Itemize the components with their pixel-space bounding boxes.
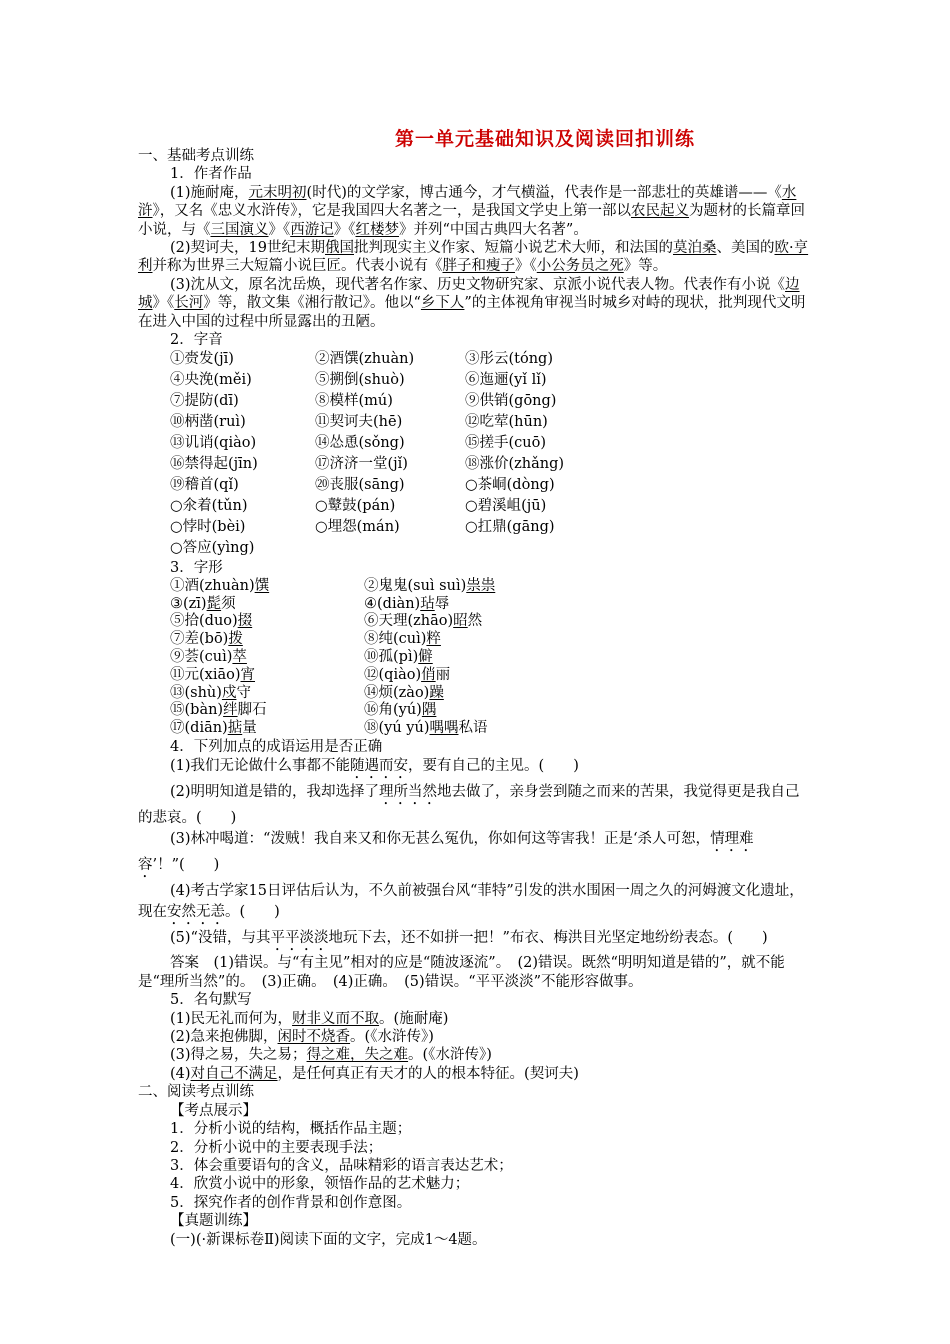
underlined-answer: 欧·亨利	[138, 240, 809, 275]
text-run: ③(zī)	[170, 595, 207, 612]
list-item: ○埋怨(mán)	[315, 519, 400, 536]
practice-heading: 【真题训练】	[170, 1213, 257, 1230]
text-run: (3)沈从文，原名沈岳焕，现代著名作家、历史文物研究家、京派小说代表人物。代表作有小说《	[170, 276, 786, 293]
text-run: ⑦差(bō)	[170, 631, 229, 648]
list-item: ③彤云(tóng)	[465, 351, 553, 368]
text-run: ⑮(bàn)	[170, 702, 224, 719]
text-run: ②鬼鬼(suì suì)	[364, 577, 467, 594]
underlined-answer: 元末明初	[248, 184, 307, 201]
text-run: ⑯角(yú)	[364, 702, 422, 719]
underlined-answer: 玷	[420, 595, 435, 612]
q3-heading: 3．字形	[170, 560, 223, 577]
q1-heading: 1．作者作品	[170, 166, 252, 183]
underlined-answer: 躁	[429, 684, 444, 701]
underlined-answer: 得之难，失之难	[306, 1047, 409, 1064]
list-item: ⑳丧服(sāng)	[315, 477, 405, 494]
q5-line-1	[138, 1010, 814, 1028]
text-run: ⑥天理(zhāo)	[364, 613, 454, 630]
underlined-answer: 胖子和瘦子	[442, 258, 515, 275]
dotted-idiom: 平平淡淡	[270, 930, 329, 947]
text-run: 。(《水浒传》)	[408, 1047, 492, 1064]
dotted-idiom: 理所当然	[379, 784, 438, 801]
list-item	[364, 685, 664, 703]
underlined-answer: 农民起义	[631, 203, 689, 220]
q5-line-3	[138, 1046, 814, 1064]
list-item: ○答应(yìng)	[170, 540, 255, 557]
underlined-answer: 莫泊桑	[673, 240, 717, 257]
list-item: ○扛鼎(gāng)	[465, 519, 555, 536]
q4-sentence-2	[138, 782, 814, 829]
list-item	[364, 702, 664, 720]
text-run: ⑤拾(duo)	[170, 613, 238, 630]
underlined-answer: 俄国	[325, 240, 354, 257]
text-run: ，要有自己的主见。( )	[408, 758, 579, 775]
list-item	[170, 596, 364, 614]
document-body	[138, 147, 814, 1249]
dotted-idiom: 情理难容	[138, 831, 754, 874]
text-run: 地玩下去，还不如拼一把！”布衣、梅洪目光坚定地纷纷表态。( )	[328, 930, 768, 947]
list-item: ⑥迤逦(yǐ lǐ)	[465, 372, 547, 389]
list-item: ⑭怂恿(sǒng)	[315, 435, 405, 452]
underlined-answer: 长河	[174, 295, 204, 312]
list-item	[170, 720, 364, 738]
text-run: (2)明明知道是错的，我却选择了	[170, 784, 380, 801]
list-item: ④央浼(měi)	[170, 372, 252, 389]
q2-heading: 2．字音	[170, 332, 223, 349]
q4-sentence-4	[138, 881, 814, 928]
text-run: (3)得之易，失之易；	[170, 1047, 307, 1064]
text-run: ，是任何真正有天才的人的根本特征。(契诃夫)	[277, 1065, 579, 1082]
underlined-answer: 萃	[232, 649, 247, 666]
text-run: 》《	[515, 258, 537, 275]
list-item	[170, 667, 364, 685]
list-item	[364, 649, 664, 667]
list-item	[364, 578, 664, 596]
text-run: (4)	[170, 1065, 191, 1082]
underlined-answer: 馔	[254, 577, 270, 594]
text-run: 》《	[333, 221, 356, 238]
underlined-answer: 僻	[418, 649, 433, 666]
exam-points-list	[138, 1120, 814, 1212]
dotted-idiom: 安然无恙	[167, 904, 225, 921]
text-run: (4)考古学家15日评估后认为，不久前被强台风“菲特”引发的洪水围困一周之久的河姆渡文化遗址，现在	[138, 883, 804, 921]
text-run: (时代)的文学家，博古通今，才气横溢，代表作是一部悲壮的英雄谱——《	[306, 184, 782, 201]
underlined-answer: 昭	[453, 613, 468, 630]
underlined-answer: 祟祟	[466, 577, 496, 594]
text-run: 》等，散文集《湘行散记》。他以“	[203, 295, 421, 312]
underlined-answer: 粹	[426, 631, 441, 648]
list-item: ⑤搠倒(shuò)	[315, 372, 405, 389]
text-run: 为题材的长篇章回小说，与《	[138, 203, 805, 238]
list-item: ○碧溪岨(jū)	[465, 498, 547, 515]
text-run: (1)我们无论做什么事都不能	[170, 758, 351, 775]
underlined-answer: 拨	[228, 631, 243, 648]
underlined-answer: 掂	[227, 720, 243, 737]
underlined-answer: 小公务员之死	[536, 258, 624, 275]
section-heading-reading: 二、阅读考点训练	[138, 1084, 254, 1101]
underlined-answer: 隅	[421, 702, 437, 719]
list-item	[170, 613, 364, 631]
text-run: 量	[242, 720, 257, 737]
q4-heading: 4．下列加点的成语运用是否正确	[170, 739, 383, 756]
q1-paragraph-2	[138, 239, 814, 276]
text-run: 脚石	[237, 702, 267, 719]
underlined-answer: 水浒	[138, 184, 797, 220]
page-title: 第一单元基础知识及阅读回扣训练	[394, 128, 695, 150]
list-item	[364, 720, 664, 738]
list-item: 5．探究作者的创作背景和创作意图。	[170, 1194, 412, 1211]
section-heading-basic: 一、基础考点训练	[138, 148, 254, 164]
text-run: ④(diàn)	[364, 595, 421, 612]
underlined-answer: 绊	[223, 702, 238, 719]
underlined-answer: 三国演义	[210, 221, 269, 238]
text-run: 》《	[152, 295, 175, 312]
text-run: 地去做了，亲身尝到随之而来的苦果，我觉得更是我自己的悲哀。( )	[138, 784, 800, 827]
list-item: ⑩柄凿(ruì)	[170, 414, 246, 431]
underlined-answer: 乡下人	[420, 295, 465, 312]
list-item: ⑰济济一堂(jǐ)	[315, 456, 408, 473]
q4-sentence-5	[138, 928, 814, 954]
list-item	[364, 631, 664, 649]
list-item: 4．欣赏小说中的形象，领悟作品的艺术魅力；	[170, 1176, 470, 1193]
text-run: ⑨荟(cuì)	[170, 649, 233, 666]
list-item: 1．分析小说的结构，概括作品主题；	[170, 1121, 412, 1138]
character-grid	[138, 578, 814, 738]
text-run: 、美国的	[716, 240, 775, 257]
text-run: ⑪元(xiāo)	[170, 666, 241, 683]
list-item: ⑮搓手(cuō)	[465, 435, 547, 452]
dotted-idiom: 随遇而安	[350, 758, 409, 775]
text-run: 》，又名《忠义水浒传》，它是我国四大名著之一，是我国文学史上第一部以	[152, 203, 631, 220]
list-item	[170, 685, 364, 703]
q5-line-2	[138, 1028, 814, 1046]
exam-points-heading: 【考点展示】	[170, 1102, 257, 1119]
text-run: ”的主体视角审视当时城乡对峙的现状，批判现代文明在进入中国的过程中所显露出的丑陋。	[138, 295, 806, 330]
list-item: 2．分析小说中的主要表现手法；	[170, 1139, 383, 1156]
list-item	[364, 613, 664, 631]
underlined-answer: 对自己不满足	[190, 1065, 278, 1082]
list-item: ⑫吃荤(hūn)	[465, 414, 548, 431]
text-run: 》等。	[623, 258, 668, 275]
list-item: ⑦提防(dī)	[170, 393, 239, 410]
list-item: ①赍发(jī)	[170, 351, 234, 368]
underlined-answer: 髭	[206, 595, 222, 612]
list-item: ⑯禁得起(jīn)	[170, 456, 258, 473]
underlined-answer: 边城	[138, 276, 800, 312]
list-item: ⑧模样(mú)	[315, 393, 393, 410]
text-run: (1)施耐庵，	[170, 184, 249, 201]
list-item: ⑱涨价(zhǎng)	[465, 456, 565, 473]
text-run: 私语	[458, 720, 488, 737]
list-item	[364, 667, 664, 685]
pinyin-grid	[138, 349, 814, 559]
text-run: ⑭烦(zào)	[364, 684, 430, 701]
q4-sentence-1	[138, 756, 814, 782]
q5-heading: 5．名句默写	[170, 992, 252, 1009]
text-run: (2)急来抱佛脚，	[170, 1029, 278, 1046]
text-run: 辱	[434, 595, 450, 612]
text-run: 》《	[268, 221, 291, 238]
text-run: 然	[467, 613, 483, 630]
text-run: 批判现实主义作家、短篇小说艺术大师，和法国的	[354, 240, 673, 257]
text-run: ⑰(diān)	[170, 720, 228, 737]
list-item	[364, 596, 664, 614]
q5-line-4	[138, 1065, 814, 1083]
text-run: (5)“没错，与其	[170, 930, 271, 947]
list-item	[170, 631, 364, 649]
underlined-answer: 西游记	[290, 221, 334, 238]
list-item: ⑬讥诮(qiào)	[170, 435, 257, 452]
text-run: ’！”( )	[152, 857, 220, 874]
q1-paragraph-1	[138, 184, 814, 239]
text-run: 须	[221, 595, 236, 612]
text-run: (1)民无礼而何为，	[170, 1010, 293, 1027]
list-item	[170, 702, 364, 720]
text-run: (3)林冲喝道：“泼贼！我自来又和你无甚么冤仇，你如何这等害我！正是‘杀人可恕，	[170, 831, 711, 848]
text-run: 。( )	[225, 904, 280, 921]
text-run: 》并列“中国古典四大名著”。	[399, 221, 588, 238]
underlined-answer: 掇	[237, 613, 253, 630]
text-run: ⑱(yú yú)	[364, 720, 430, 737]
text-run: 。(施耐庵)	[379, 1010, 449, 1027]
text-run: (2)契诃夫，19世纪末期	[170, 240, 325, 257]
q1-paragraph-3	[138, 276, 814, 331]
text-run: 并称为世界三大短篇小说巨匠。代表小说有《	[152, 258, 443, 275]
text-run: ⑩孤(pì)	[364, 649, 419, 666]
underlined-answer: 财非义而不取	[292, 1010, 380, 1027]
text-run: 。(《水浒传》)	[350, 1029, 434, 1046]
text-run: ⑧纯(cuì)	[364, 631, 427, 648]
underlined-answer: 喁喁	[429, 720, 459, 737]
underlined-answer: 红楼梦	[355, 221, 399, 238]
list-item: ○悖时(bèi)	[170, 519, 246, 536]
list-item	[170, 578, 364, 596]
q4-sentence-3	[138, 829, 814, 881]
underlined-answer: 闲时不烧香	[277, 1029, 351, 1046]
list-item: ②酒馔(zhuàn)	[315, 351, 415, 368]
practice-instruction: (一)(·新课标卷Ⅱ)阅读下面的文字，完成1～4题。	[170, 1231, 487, 1248]
list-item: ⑪契诃夫(hē)	[315, 414, 403, 431]
list-item: ⑨供销(gōng)	[465, 393, 557, 410]
list-item: ○茶峒(dòng)	[465, 477, 555, 494]
text-run: 守	[236, 684, 251, 701]
underlined-answer: 戍	[221, 684, 237, 701]
underlined-answer: 俏	[421, 666, 436, 683]
list-item: ○鼙鼓(pán)	[315, 498, 396, 515]
list-item	[170, 649, 364, 667]
text-run: ⑬(shù)	[170, 684, 222, 701]
underlined-answer: 宵	[240, 666, 256, 683]
list-item: ⑲稽首(qǐ)	[170, 477, 239, 494]
text-run: 丽	[435, 666, 451, 683]
text-run: ①酒(zhuàn)	[170, 577, 255, 594]
q4-answer: 答案 (1)错误。与“有主见”相对的应是“随波逐流”。 (2)错误。既然“明明知道是错的”，就不能是“理所当然”的。 (3)正确。 (4)正确。 (5)错误。“平平淡淡”不能形容做事。	[138, 955, 785, 990]
list-item: 3．体会重要语句的含义，品味精彩的语言表达艺术；	[170, 1157, 513, 1174]
text-run: ⑫(qiào)	[364, 666, 422, 683]
list-item: ○氽着(tǔn)	[170, 498, 248, 515]
